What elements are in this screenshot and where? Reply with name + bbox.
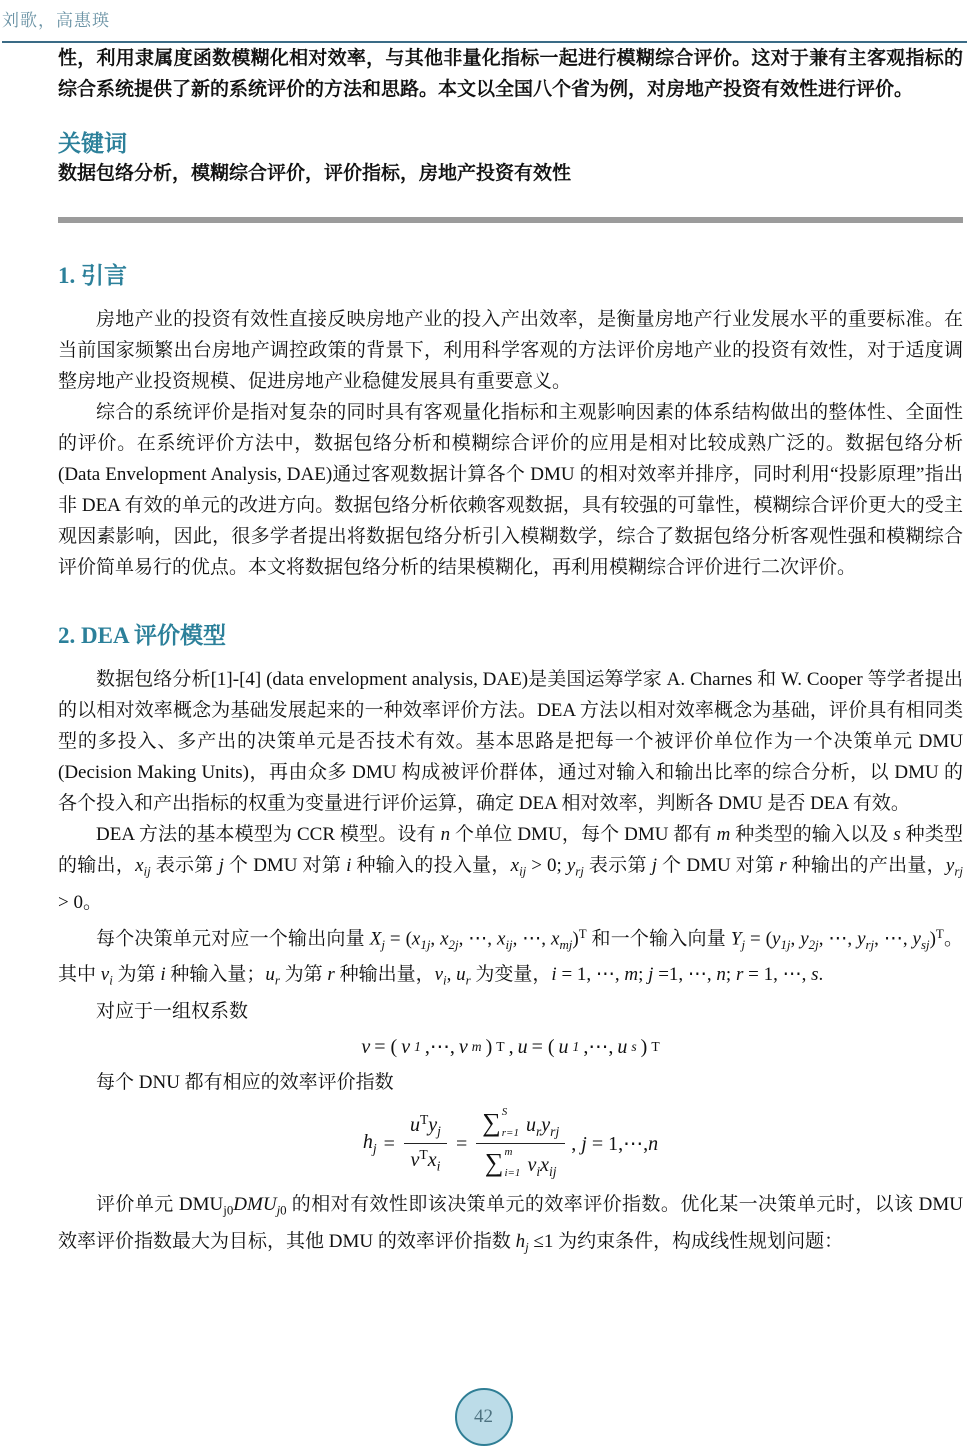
fraction-denominator <box>476 1143 565 1181</box>
paragraph: 每个决策单元对应一个输出向量 $X_j = (x_{1j}$, $x_{2j}$, ⋯, $x_{ij}$, ⋯, $x_{mj})^T$ 和一个输入向量 $Y_j = (y_{1j}$, $y_{2j}$, ⋯, $y_{rj}$, ⋯, $y_{sj})^T$。其中 $v_i$ 为第 i 种输入量；$u_r$ 为第 r 种输出量，$v_i$, $u_r$ 为变量，i = 1, ⋯, m; j =1, ⋯, n; r = 1, ⋯, s. <box>58 925 964 988</box>
formula-body: v = ( v 1 ,⋯, v m ) T , u = ( u 1 ,⋯, u s ) T <box>361 1036 660 1058</box>
summation-lower-limit: r=1 <box>501 1127 519 1139</box>
sigma-symbol: ∑ <box>484 1148 504 1178</box>
page-header <box>0 0 967 43</box>
summand: $u_ry_{rj}$ <box>525 1114 560 1139</box>
section2-heading: 2. DEA 评价模型 <box>58 623 227 648</box>
summation-limits <box>502 1107 519 1139</box>
author-names: 刘歌，高惠瑛 <box>2 11 110 30</box>
summand: $v_ix_{ij}$ <box>527 1154 557 1179</box>
summation-upper-limit: m <box>504 1146 513 1159</box>
page-content <box>0 43 967 1262</box>
paragraph: 评价单元 $DMU_{j0}DMU_{j0}$ 的相对有效性即该决策单元的效率评价指数。优化某一决策单元时，以该 DMU 效率评价指数最大为目标，其他 DMU 的效率评价指数 $h_j \le 1$ 为约束条件，构成线性规划问题： <box>58 1194 963 1255</box>
fraction <box>476 1106 565 1181</box>
section-divider-rule <box>58 217 963 223</box>
page-number-badge <box>455 1388 513 1446</box>
fraction-numerator <box>476 1106 565 1143</box>
efficiency-index-formula <box>58 1106 963 1181</box>
paragraph: 对应于一组权系数 <box>96 1001 249 1022</box>
fraction <box>404 1111 447 1176</box>
paragraph: 房地产业的投资有效性直接反映房地产业的投入产出效率，是衡量房地产行业发展水平的重要标准。在当前国家频繁出台房地产调控政策的背景下，利用科学客观的方法评价房地产业的投资有效性，对于适度调整房地产业投资规模、促进房地产业稳健发展具有重要意义。 <box>58 309 963 392</box>
summation-limits <box>504 1147 520 1179</box>
summation <box>482 1107 519 1139</box>
fraction-denominator: $v^Tx_i$ <box>404 1143 447 1176</box>
keywords-text: 数据包络分析，模糊综合评价，评价指标，房地产投资有效性 <box>58 163 572 184</box>
sigma-symbol: ∑ <box>482 1108 501 1137</box>
summation-upper-limit: S <box>501 1106 508 1118</box>
abstract-text: 性，利用隶属度函数模糊化相对效率，与其他非量化指标一起进行模糊综合评价。这对于兼有主客观指标的综合系统提供了新的系统评价的方法和思路。本文以全国八个省为例，对房地产投资有效性进行评价。 <box>58 48 963 100</box>
formula-lhs: $h_j$ <box>362 1131 377 1156</box>
equals-sign: = <box>455 1132 468 1155</box>
equals-sign: = <box>383 1132 395 1155</box>
summation-lower-limit: i=1 <box>504 1167 521 1180</box>
keywords-heading: 关键词 <box>58 130 127 156</box>
fraction-numerator: $u^Ty_j$ <box>409 1112 441 1139</box>
section1-heading: 1. 引言 <box>58 263 127 288</box>
paragraph: 每个 DNU 都有相应的效率评价指数 <box>96 1072 394 1093</box>
paragraph: DEA 方法的基本模型为 CCR 模型。设有 n 个单位 DMU，每个 DMU 都有 m 种类型的输入以及 s 种类型的输出，$x_{ij}$ 表示第 j 个 DMU 对第 i 种输入的投入量，$x_{ij} > 0$; $y_{rj}$ 表示第 j 个 DMU 对第 r 种输出的产出量，$y_{rj} > 0$。 <box>58 824 963 913</box>
paragraph: 综合的系统评价是指对复杂的同时具有客观量化指标和主观影响因素的体系结构做出的整体性、全面性的评价。在系统评价方法中，数据包络分析和模糊综合评价的应用是相对比较成熟广泛的。数据包络分析(Data Envelopment Analysis, DAE)通过客观数据计算各个 DMU 的相对效率并排序，同时利用“投影原理”指出非 DEA 有效的单元的改进方向。数据包络分析依赖客观数据，具有较强的可靠性，模糊综合评价更大的受主观因素影响，因此，很多学者提出将数据包络分析引入模糊数学，综合了数据包络分析客观性强和模糊综合评价简单易行的优点。本文将数据包络分析的结果模糊化，再利用模糊综合评价进行二次评价。 <box>58 402 963 578</box>
weight-vector-formula <box>58 1035 963 1059</box>
summation <box>485 1147 521 1179</box>
paragraph: 数据包络分析[1]-[4] (data envelopment analysis, DAE)是美国运筹学家 A. Charnes 和 W. Cooper 等学者提出的以相对效率概念为基础发展起来的一种效率评价方法。DEA 方法以相对效率概念为基础，评价具有相同类型的多投入、多产出的决策单元是否技术有效。基本思路是把每一个被评价单位作为一个决策单元 DMU (Decision Making Units)，再由众多 DMU 构成被评价群体，通过对输入和输出比率的综合分析，以 DMU 的各个投入和产出指标的权重为变量进行评价运算，确定 DEA 相对效率，判断各 DMU 是否 DEA 有效。 <box>58 669 963 814</box>
page-number: 42 <box>474 1406 493 1427</box>
formula-condition: , j = 1,⋯,n <box>571 1132 659 1155</box>
